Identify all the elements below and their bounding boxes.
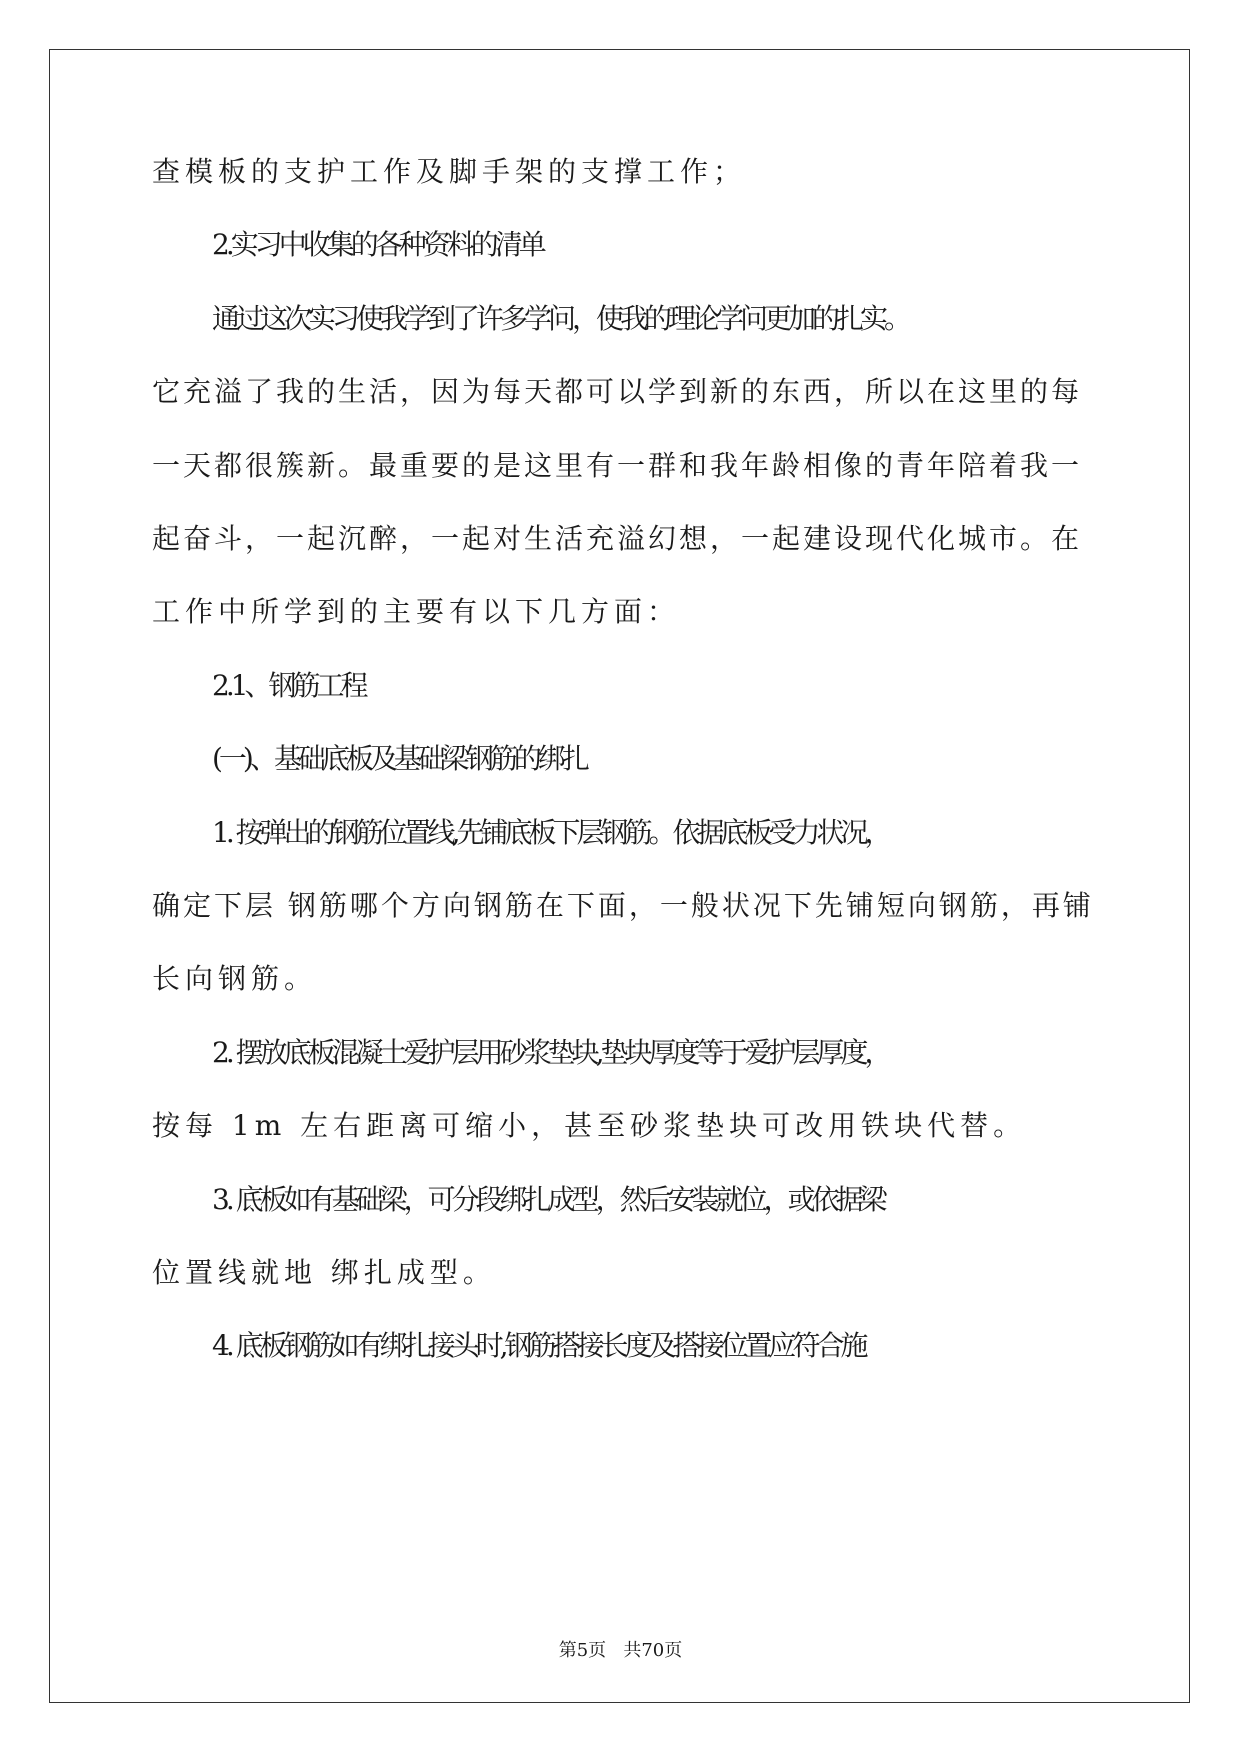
page-total: 共70页 — [623, 1640, 683, 1661]
text-line: 一天都很簇新。最重要的是这里有一群和我年龄相像的青年陪着我一 — [152, 449, 1083, 482]
page-border — [49, 49, 1190, 1703]
text-line: 1. 按弹出的钢筋位置线,先铺底板下层钢筋。依据底板受力状况， — [212, 816, 889, 849]
text-line: 工作中所学到的主要有以下几方面： — [152, 595, 681, 628]
text-line: 按每 1m 左右距离可缩小，甚至砂浆垫块可改用铁块代替。 — [152, 1109, 1027, 1142]
text-line-heading: 2.1、钢筋工程 — [212, 669, 365, 702]
page-footer — [0, 1636, 1241, 1662]
text-line-subheading: (一)、基础底板及基础梁钢筋的绑扎 — [212, 742, 586, 775]
text-line: 2. 摆放底板混凝土爱护层用砂浆垫块,垫块厚度等于爱护层厚度， — [212, 1036, 889, 1069]
text-line: 位置线就地 绑扎成型。 — [152, 1256, 496, 1289]
text-line: 通过这次实习使我学到了许多学问，使我的理论学问更加的扎实。 — [212, 302, 909, 335]
text-line: 确定下层 钢筋哪个方向钢筋在下面，一般状况下先铺短向钢筋，再铺 — [152, 889, 1094, 922]
text-line: 它充溢了我的生活，因为每天都可以学到新的东西，所以在这里的每 — [152, 375, 1083, 408]
text-line: 查模板的支护工作及脚手架的支撑工作； — [152, 155, 747, 188]
text-line: 3. 底板如有基础梁，可分段绑扎成型，然后安装就位，或依据梁 — [212, 1183, 884, 1216]
page-number: 第5页 — [558, 1640, 607, 1661]
text-line: 4. 底板钢筋如有绑扎接头时,钢筋搭接长度及搭接位置应符合施 — [212, 1329, 865, 1362]
text-line: 起奋斗，一起沉醉，一起对生活充溢幻想，一起建设现代化城市。在 — [152, 522, 1083, 555]
text-line-heading: 2.实习中收集的各种资料的清单 — [212, 228, 543, 261]
text-line: 长向钢筋。 — [152, 962, 318, 995]
